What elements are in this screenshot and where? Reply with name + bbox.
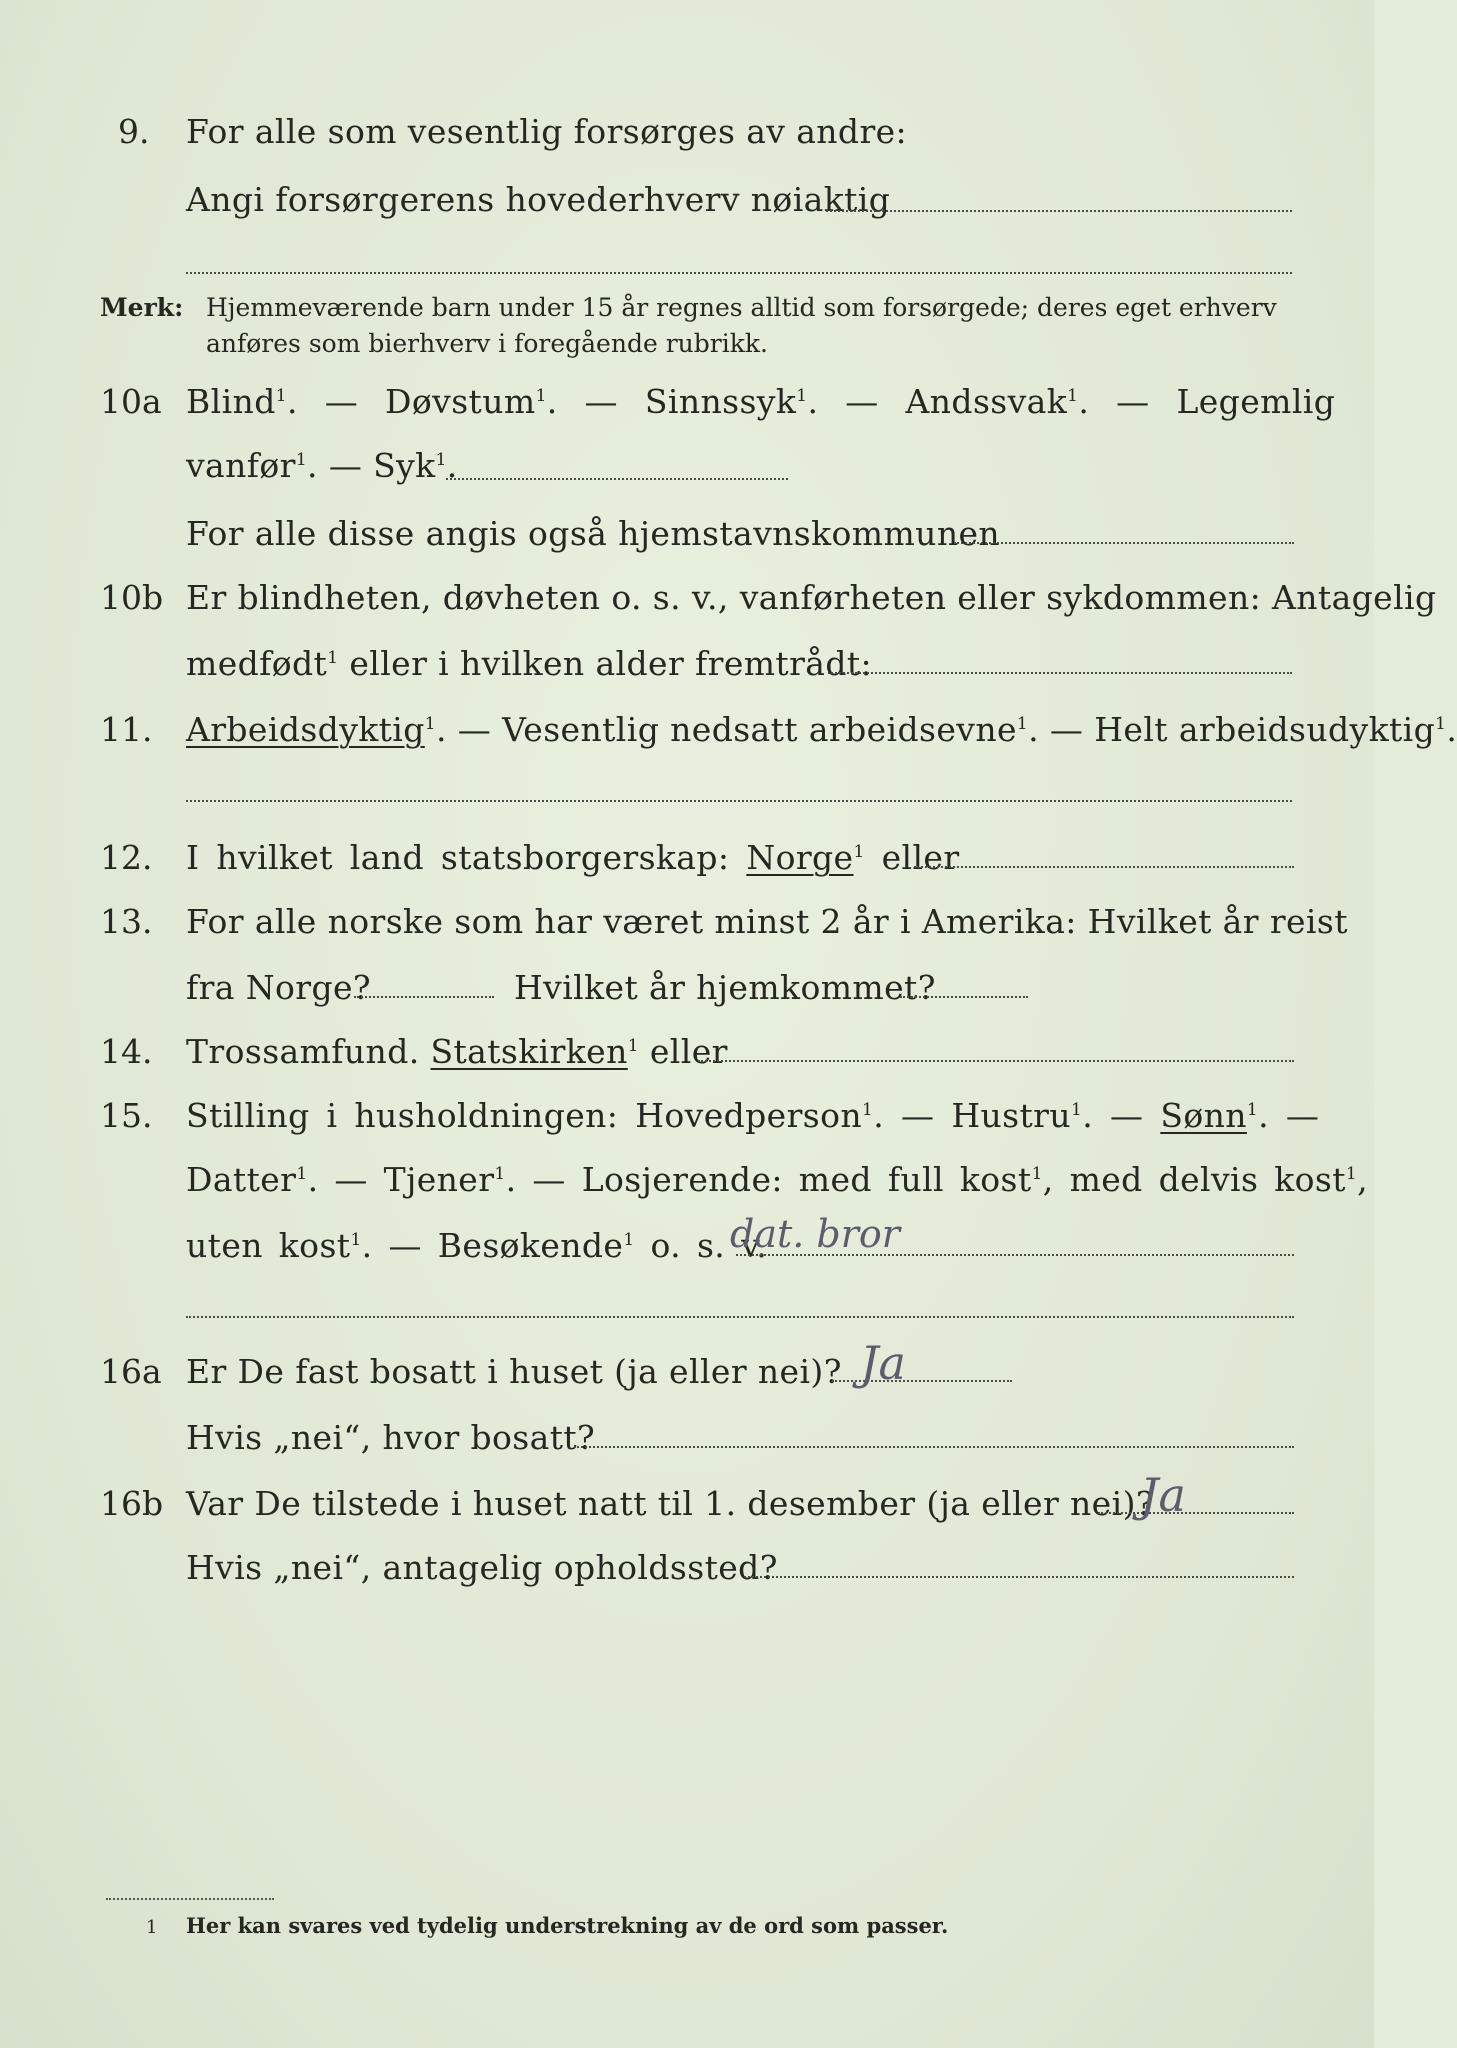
q10a-line2: vanfør$^1$. — Syk$^1$.: [186, 446, 458, 485]
q16a-line2: Hvis „nei“, hvor bosatt?: [186, 1418, 596, 1457]
hjemstavn-answer-line[interactable]: [954, 542, 1294, 544]
q12-answer-line[interactable]: [914, 866, 1294, 868]
q13-line1: For alle norske som har været minst 2 år i Amerika: Hvilket år reist: [186, 902, 1348, 941]
udyktig-option[interactable]: Helt arbeidsudyktig: [1094, 710, 1436, 749]
hovedperson-option[interactable]: Hovedperson: [635, 1096, 863, 1135]
q10a-number: 10a: [100, 382, 162, 421]
q14-answer-line[interactable]: [698, 1060, 1294, 1062]
q14-line: Trossamfund. Statskirken$^1$ eller: [186, 1032, 728, 1071]
hustru-option[interactable]: Hustru: [951, 1096, 1072, 1135]
dovstum-option[interactable]: Døvstum: [385, 382, 536, 421]
q16b-answer-line[interactable]: [1098, 1512, 1294, 1514]
statskirken-option[interactable]: Statskirken: [430, 1032, 628, 1071]
q13-number: 13.: [100, 902, 153, 941]
q14-number: 14.: [100, 1032, 153, 1071]
footnote-mark: 1: [146, 1917, 158, 1938]
syk-answer-line[interactable]: [446, 478, 788, 480]
q15-answer-line[interactable]: [736, 1254, 1294, 1256]
arbeidsdyktig-option[interactable]: Arbeidsdyktig: [186, 710, 425, 749]
q16a-number: 16a: [100, 1352, 162, 1391]
vanfor-option[interactable]: vanfør: [186, 446, 296, 485]
q15-line3: uten kost$^1$. — Besøkende$^1$ o. s. v.: [186, 1226, 768, 1265]
q15-handwritten-answer: dat. bror: [730, 1212, 900, 1256]
blind-option[interactable]: Blind: [186, 382, 276, 421]
q9-answer-line[interactable]: [826, 210, 1292, 212]
q9-line1: For alle som vesentlig forsørges av andre:: [186, 112, 908, 151]
q16b-number: 16b: [100, 1484, 164, 1523]
q16a-bosatt-answer-line[interactable]: [574, 1446, 1294, 1448]
legemlig-option[interactable]: Legemlig: [1176, 382, 1336, 421]
sonn-option[interactable]: Sønn: [1160, 1096, 1247, 1135]
q12-number: 12.: [100, 838, 153, 877]
footnote-rule: [106, 1898, 274, 1900]
q15-line1: Stilling i husholdningen: Hovedperson$^1$. — Hustru$^1$. — Sønn$^1$. —: [186, 1096, 1320, 1135]
merk-label: Merk:: [100, 293, 184, 322]
q16a-line1: Er De fast bosatt i huset (ja eller nei)?: [186, 1352, 842, 1391]
andssvak-option[interactable]: Andssvak: [905, 382, 1068, 421]
syk-option[interactable]: Syk: [373, 446, 436, 485]
q10b-line1: Er blindheten, døvheten o. s. v., vanførheten eller sykdommen: Antagelig: [186, 578, 1437, 617]
q16b-line1: Var De tilstede i huset natt til 1. desember (ja eller nei)?: [186, 1484, 1154, 1523]
q10a-line3: For alle disse angis også hjemstavnskommunen: [186, 514, 1001, 553]
footnote-text: Her kan svares ved tydelig understrekning av de ord som passer.: [186, 1913, 949, 1938]
q9-number: 9.: [118, 112, 150, 151]
q13-fra-norge: fra Norge?: [186, 968, 372, 1007]
q10b-answer-line[interactable]: [828, 672, 1292, 674]
datter-option[interactable]: Datter: [186, 1160, 297, 1199]
q10b-number: 10b: [100, 578, 164, 617]
norge-option[interactable]: Norge: [746, 838, 854, 877]
q15-number: 15.: [100, 1096, 153, 1135]
q9-line2: Angi forsørgerens hovederhverv nøiaktig: [186, 180, 891, 219]
nedsatt-option[interactable]: Vesentlig nedsatt arbeidsevne: [502, 710, 1017, 749]
q9-answer-line-2[interactable]: [186, 272, 1292, 274]
uten-kost-option[interactable]: uten kost: [186, 1226, 351, 1265]
delvis-kost-option[interactable]: med delvis kost: [1069, 1160, 1346, 1199]
merk-line2: anføres som bierhverv i foregående rubrikk.: [206, 329, 768, 358]
q16a-handwritten-answer: Ja: [860, 1336, 906, 1390]
q11-answer-line[interactable]: [186, 800, 1292, 802]
merk-line1: Hjemmeværende barn under 15 år regnes alltid som forsørgede; deres eget erhverv: [206, 293, 1277, 322]
q15-answer-line-2[interactable]: [186, 1316, 1294, 1318]
q12-line: I hvilket land statsborgerskap: Norge$^1$ eller: [186, 838, 960, 877]
besokende-option[interactable]: Besøkende: [437, 1226, 624, 1265]
q16b-line2: Hvis „nei“, antagelig opholdssted?: [186, 1548, 778, 1587]
q11-line: Arbeidsdyktig$^1$. — Vesentlig nedsatt arbeidsevne$^1$. — Helt arbeidsudyktig$^1$.: [186, 710, 1457, 749]
tjener-option[interactable]: Tjener: [383, 1160, 495, 1199]
q16b-opholdssted-answer-line[interactable]: [744, 1576, 1294, 1578]
q13-reist-answer-line[interactable]: [354, 996, 494, 998]
q13-hjemkommet-answer-line[interactable]: [900, 996, 1028, 998]
full-kost-option[interactable]: med full kost: [798, 1160, 1032, 1199]
q13-hjemkommet: Hvilket år hjemkommet?: [514, 968, 936, 1007]
q16b-handwritten-answer: Ja: [1140, 1468, 1186, 1522]
medfodt-option[interactable]: medfødt: [186, 644, 328, 683]
q10b-line2: medfødt$^1$ eller i hvilken alder fremtrådt:: [186, 644, 873, 683]
sinnssyk-option[interactable]: Sinnssyk: [644, 382, 797, 421]
q16a-answer-line[interactable]: [832, 1380, 1012, 1382]
q10a-line1: Blind$^1$. — Døvstum$^1$. — Sinnssyk$^1$. — Andssvak$^1$. — Legemlig: [186, 382, 1336, 421]
q11-number: 11.: [100, 710, 153, 749]
q15-line2: Datter$^1$. — Tjener$^1$. — Losjerende: med full kost$^1$, med delvis kost$^1$,: [186, 1160, 1368, 1199]
